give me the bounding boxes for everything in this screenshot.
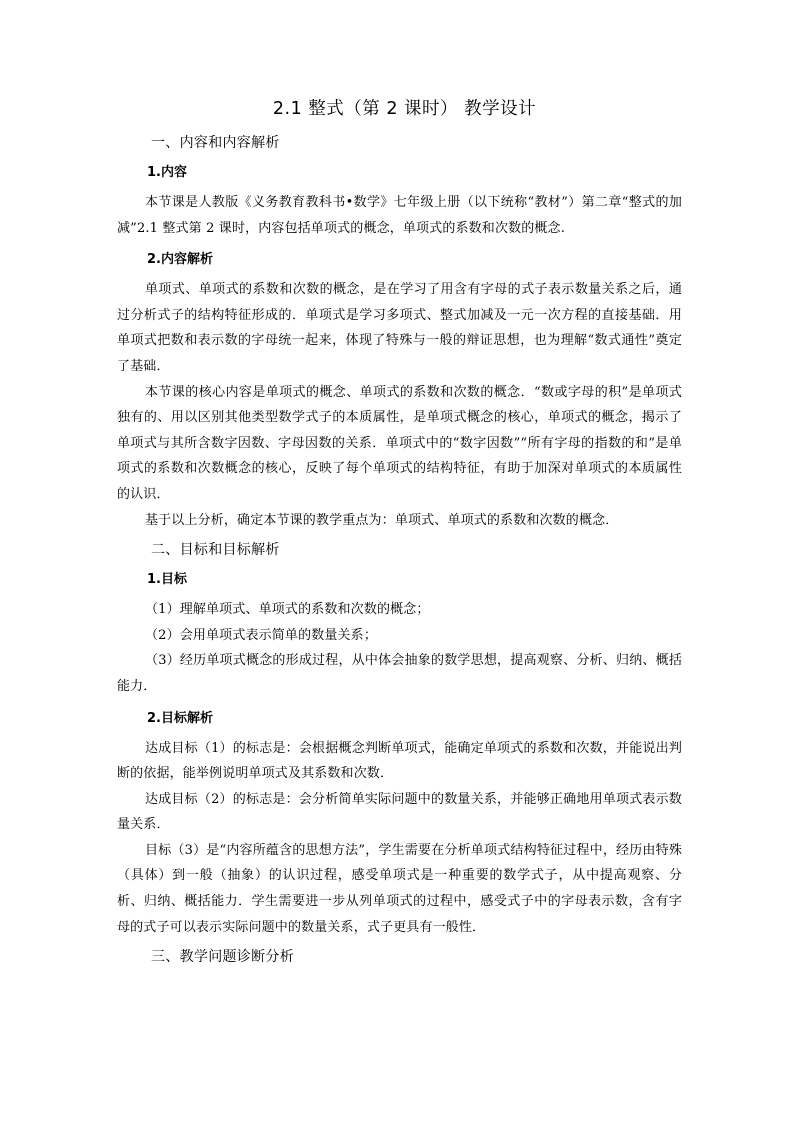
- subheading-goals-analysis: 2.目标解析: [147, 710, 213, 726]
- document-page: [117, 96, 682, 976]
- paragraph-analysis-2: 本节课的核心内容是单项式的概念、单项式的系数和次数的概念．“数或字母的积”是单项式独有的、用以区别其他类型数学式子的本质属性，是单项式概念的核心，单项式的概念，揭示了单项式与其所含数字因数、字母因数的关系．单项式中的“数字因数”“所有字母的指数的和”是单项式的系数和次数概念的核心，反映了每个单项式的结构特征，有助于加深对单项式的本质属性的认识．: [117, 384, 682, 502]
- subheading-goals: 1.目标: [147, 572, 187, 588]
- section-heading-goals: 二、目标和目标解析: [151, 542, 280, 559]
- paragraph-analysis-3: 基于以上分析，确定本节课的教学重点为：单项式、单项式的系数和次数的概念．: [145, 512, 619, 528]
- goal-analysis-3: 目标（3）是“内容所蕴含的思想方法”，学生需要在分析单项式结构特征过程中，经历由特殊（具体）到一般（抽象）的认识过程，感受单项式是一种重要的数学式子，从中提高观察、分析、归纳、概括能力．学生需要进一步从列单项式的过程中，感受式子中的字母表示数，含有字母的式子可以表示实际问题中的数量关系，式子更具有一般性．: [117, 842, 682, 935]
- section-heading-content: 一、内容和内容解析: [151, 135, 280, 151]
- document-title: 2.1 整式（第 2 课时） 教学设计: [272, 99, 537, 119]
- subheading-content: 1.内容: [147, 165, 187, 180]
- paragraph-analysis-1: 单项式、单项式的系数和次数的概念，是在学习了用含有字母的式子表示数量关系之后，通过分析式子的结构特征形成的．单项式是学习多项式、整式加减及一元一次方程的直接基础．用单项式把数和表示数的字母统一起来，体现了特殊与一般的辩证思想，也为理解“数式通性”奠定了基础．: [117, 282, 682, 374]
- paragraph-content: 本节课是人教版《义务教育教科书•数学》七年级上册（以下统称“教材”）第二章“整式的加减”2.1 整式第 2 课时，内容包括单项式的概念，单项式的系数和次数的概念.: [117, 195, 682, 236]
- goal-item-2: （2）会用单项式表示简单的数量关系；: [145, 627, 377, 643]
- goal-item-1: （1）理解单项式、单项式的系数和次数的概念；: [145, 602, 430, 618]
- section-heading-diagnosis: 三、教学问题诊断分析: [151, 949, 294, 966]
- goal-analysis-2: 达成目标（2）的标志是：会分析简单实际问题中的数量关系，并能够正确地用单项式表示数量关系．: [117, 791, 682, 833]
- goal-item-3: （3）经历单项式概念的形成过程，从中体会抽象的数学思想，提高观察、分析、归纳、概括能力．: [117, 653, 682, 694]
- subheading-content-analysis: 2.内容解析: [147, 252, 213, 268]
- goal-analysis-1: 达成目标（1）的标志是：会根据概念判断单项式，能确定单项式的系数和次数，并能说出判断的依据，能举例说明单项式及其系数和次数．: [117, 740, 682, 782]
